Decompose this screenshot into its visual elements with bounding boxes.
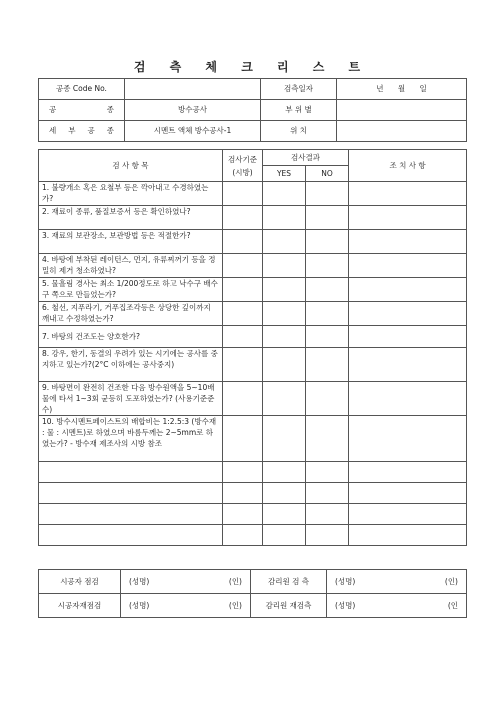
yes-cell[interactable] bbox=[263, 182, 306, 206]
standard-cell bbox=[223, 416, 263, 462]
inspection-checklist-table bbox=[38, 149, 467, 546]
page-title: 검 측 체 크 리 스 트 bbox=[133, 60, 371, 74]
col-header-standard: 검사기준 (시방) bbox=[223, 150, 263, 182]
no-cell[interactable] bbox=[306, 278, 349, 302]
check-item-9: 9. 바탕면이 완전히 건조한 다음 방수원액을 5~10배 물에 타서 1~3회 균등히 도포하였는가? (사용기준준수) bbox=[39, 382, 223, 416]
standard-cell bbox=[223, 206, 263, 230]
standard-cell bbox=[223, 382, 263, 416]
standard-cell bbox=[223, 326, 263, 348]
standard-cell bbox=[223, 230, 263, 254]
yes-cell[interactable] bbox=[263, 302, 306, 326]
action-cell[interactable] bbox=[349, 525, 467, 546]
seal-label: (인) bbox=[228, 600, 242, 610]
check-item-7: 7. 바탕의 건조도는 양호한가? bbox=[39, 326, 223, 348]
name-label: (성명) bbox=[129, 600, 150, 610]
yes-cell[interactable] bbox=[263, 278, 306, 302]
signoff-table bbox=[38, 569, 467, 618]
no-cell[interactable] bbox=[306, 206, 349, 230]
action-cell[interactable] bbox=[349, 416, 467, 462]
standard-cell bbox=[223, 525, 263, 546]
action-cell[interactable] bbox=[349, 382, 467, 416]
contractor-signature-field[interactable] bbox=[121, 570, 251, 594]
supervisor-recheck-signature-field[interactable] bbox=[327, 594, 467, 618]
yes-cell[interactable] bbox=[263, 230, 306, 254]
supervisor-recheck-label: 감리원 재검측 bbox=[251, 594, 327, 618]
no-cell[interactable] bbox=[306, 326, 349, 348]
action-cell[interactable] bbox=[349, 302, 467, 326]
yes-cell[interactable] bbox=[263, 382, 306, 416]
no-cell[interactable] bbox=[306, 302, 349, 326]
check-item-4: 4. 바탕에 부착된 레이턴스, 먼지, 유류찌꺼기 등을 정밀히 제거 청소하였나? bbox=[39, 254, 223, 278]
header-info-table bbox=[38, 78, 467, 142]
detail-work-label: 세 부 공 종 bbox=[39, 121, 125, 142]
contractor-recheck-label: 시공자재점검 bbox=[39, 594, 121, 618]
action-cell[interactable] bbox=[349, 483, 467, 504]
work-type-value: 방수공사 bbox=[125, 100, 261, 121]
check-item-8: 8. 강우, 한기, 동결의 우려가 있는 시기에는 공사를 중지하고 있는가?(2°C 이하에는 공사중지) bbox=[39, 348, 223, 382]
action-cell[interactable] bbox=[349, 278, 467, 302]
blank-item-cell[interactable] bbox=[39, 462, 223, 483]
col-header-no: NO bbox=[306, 166, 349, 182]
standard-cell bbox=[223, 462, 263, 483]
yes-cell[interactable] bbox=[263, 326, 306, 348]
blank-item-cell[interactable] bbox=[39, 525, 223, 546]
name-label: (성명) bbox=[335, 600, 356, 610]
seal-label: (인) bbox=[228, 576, 242, 586]
code-label: 공종 Code No. bbox=[39, 79, 125, 100]
position-label: 위 치 bbox=[261, 121, 337, 142]
action-cell[interactable] bbox=[349, 254, 467, 278]
no-cell[interactable] bbox=[306, 254, 349, 278]
blank-item-cell[interactable] bbox=[39, 504, 223, 525]
no-cell[interactable] bbox=[306, 230, 349, 254]
no-cell[interactable] bbox=[306, 182, 349, 206]
yes-cell[interactable] bbox=[263, 504, 306, 525]
detail-work-value: 시멘트 액체 방수공사-1 bbox=[125, 121, 261, 142]
yes-cell[interactable] bbox=[263, 206, 306, 230]
supervisor-check-label: 감리원 검 측 bbox=[251, 570, 327, 594]
standard-cell bbox=[223, 182, 263, 206]
yes-cell[interactable] bbox=[263, 462, 306, 483]
name-label: (성명) bbox=[335, 576, 356, 586]
col-header-result: 검사결과 bbox=[263, 150, 349, 166]
action-cell[interactable] bbox=[349, 326, 467, 348]
supervisor-signature-field[interactable] bbox=[327, 570, 467, 594]
check-item-3: 3. 재료의 보관장소, 보관방법 등은 적절한가? bbox=[39, 230, 223, 254]
position-value bbox=[337, 121, 467, 142]
inspection-date-label: 검측일자 bbox=[261, 79, 337, 100]
no-cell[interactable] bbox=[306, 504, 349, 525]
action-cell[interactable] bbox=[349, 182, 467, 206]
no-cell[interactable] bbox=[306, 416, 349, 462]
standard-cell bbox=[223, 254, 263, 278]
inspection-date-value: 년 월 일 bbox=[337, 79, 467, 100]
standard-cell bbox=[223, 278, 263, 302]
yes-cell[interactable] bbox=[263, 483, 306, 504]
standard-cell bbox=[223, 504, 263, 525]
work-type-label: 공 종 bbox=[39, 100, 125, 121]
yes-cell[interactable] bbox=[263, 254, 306, 278]
check-item-1: 1. 불량개소 혹은 요철부 등은 깍아내고 수경하였는가? bbox=[39, 182, 223, 206]
standard-cell bbox=[223, 302, 263, 326]
name-label: (성명) bbox=[129, 576, 150, 586]
yes-cell[interactable] bbox=[263, 348, 306, 382]
code-value bbox=[125, 79, 261, 100]
seal-label: (인 bbox=[447, 600, 458, 610]
contractor-recheck-signature-field[interactable] bbox=[121, 594, 251, 618]
location-label: 부 위 별 bbox=[261, 100, 337, 121]
contractor-check-label: 시공자 점검 bbox=[39, 570, 121, 594]
action-cell[interactable] bbox=[349, 230, 467, 254]
location-value bbox=[337, 100, 467, 121]
no-cell[interactable] bbox=[306, 525, 349, 546]
check-item-10: 10. 방수시멘트페이스트의 배합비는 1:2.5:3 (방수재 : 물 : 시멘트)로 하였으며 바름두께는 2~5mm로 하였는가? - 방수재 제조사의 시방 참조 bbox=[39, 416, 223, 462]
action-cell[interactable] bbox=[349, 206, 467, 230]
no-cell[interactable] bbox=[306, 348, 349, 382]
seal-label: (인) bbox=[444, 576, 458, 586]
col-header-items: 검 사 항 목 bbox=[39, 150, 223, 182]
yes-cell[interactable] bbox=[263, 525, 306, 546]
no-cell[interactable] bbox=[306, 462, 349, 483]
action-cell[interactable] bbox=[349, 504, 467, 525]
check-item-2: 2. 재료이 종류, 품질보증서 등은 확인하였나? bbox=[39, 206, 223, 230]
blank-item-cell[interactable] bbox=[39, 483, 223, 504]
yes-cell[interactable] bbox=[263, 416, 306, 462]
col-header-yes: YES bbox=[263, 166, 306, 182]
action-cell[interactable] bbox=[349, 462, 467, 483]
no-cell[interactable] bbox=[306, 483, 349, 504]
action-cell[interactable] bbox=[349, 348, 467, 382]
check-item-6: 6. 철선, 지푸라기, 거푸집조각등은 상당한 깊이까지 깨내고 수정하였는가? bbox=[39, 302, 223, 326]
col-header-action: 조 치 사 항 bbox=[349, 150, 467, 182]
check-item-5: 5. 물흘림 경사는 최소 1/200정도로 하고 낙수구 배수구 쪽으로 만들었는가? bbox=[39, 278, 223, 302]
no-cell[interactable] bbox=[306, 382, 349, 416]
standard-cell bbox=[223, 348, 263, 382]
standard-cell bbox=[223, 483, 263, 504]
